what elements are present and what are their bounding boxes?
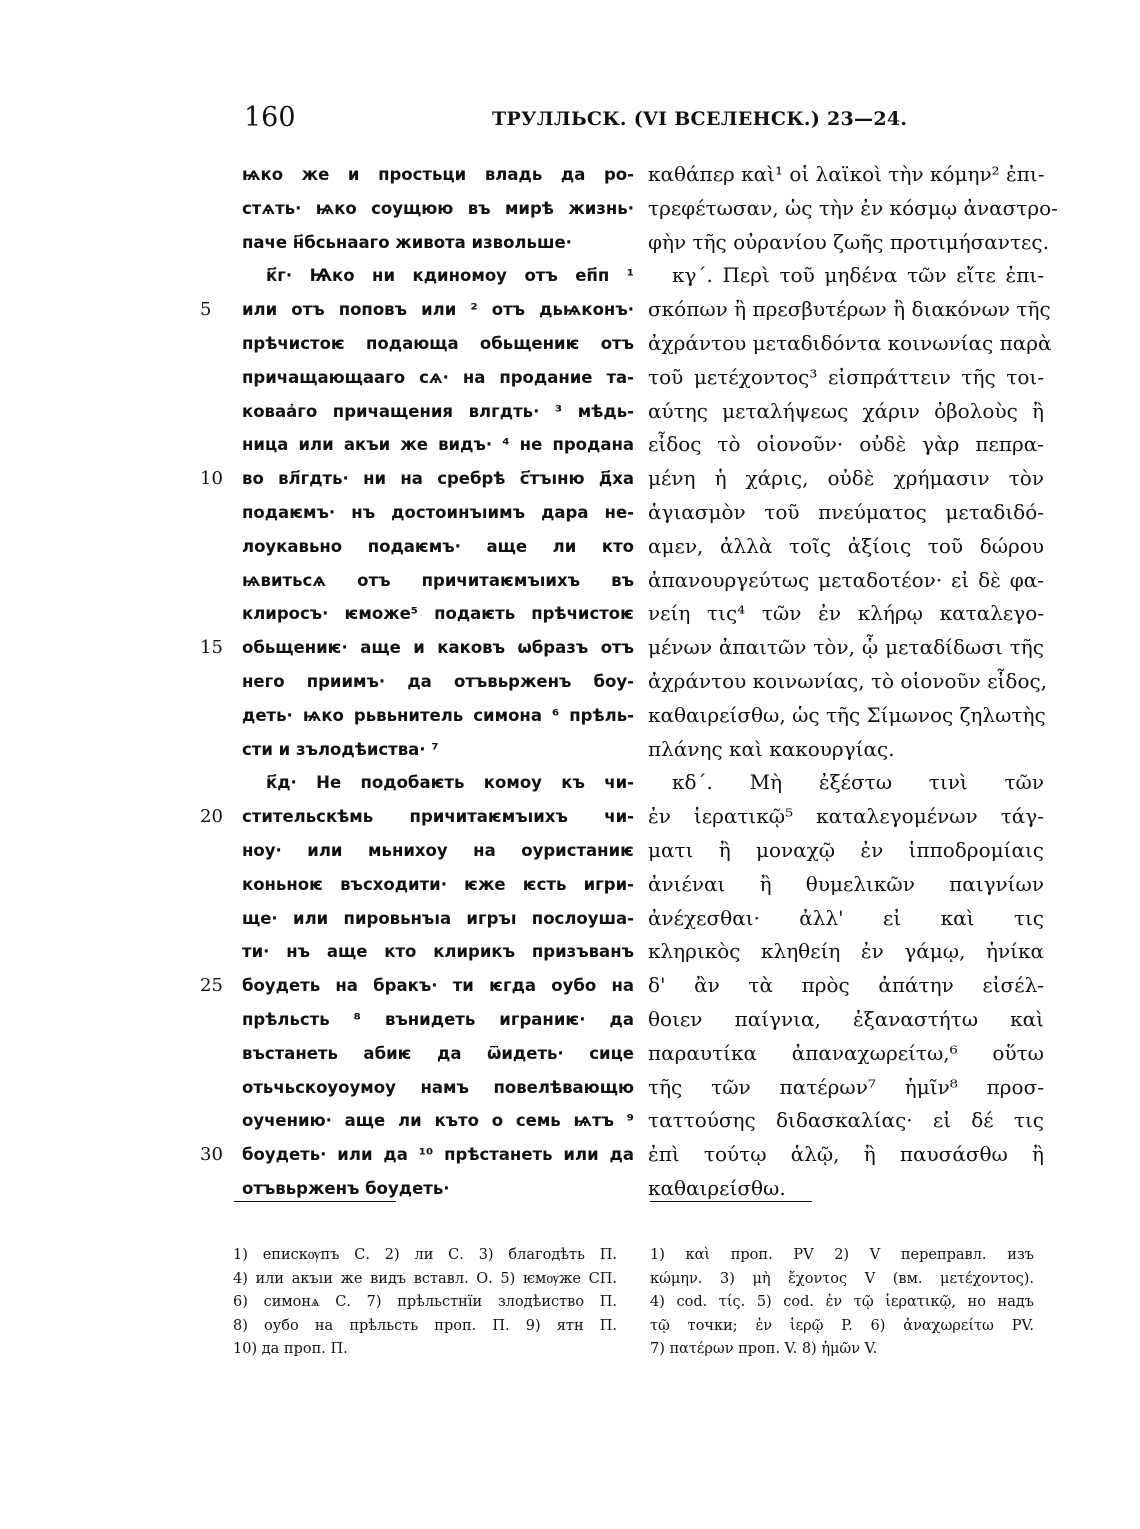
text-line [648, 1037, 1044, 1071]
text-line-text: стѧть· ѩко соущюю въ мирѣ жизнь· [242, 198, 634, 218]
line-number: 15 [200, 637, 223, 659]
footnote-line-text: 6) симонѧ С. 7) прѣльстнїи злодѣиство П. [233, 1294, 617, 1310]
text-line [242, 902, 634, 936]
text-line-text: αμεν, ἀλλὰ τοῖς ἀξίοις τοῦ δώρου [648, 533, 1044, 558]
text-line [648, 1003, 1044, 1037]
text-line [242, 665, 634, 699]
text-line-text: оучению· аще ли къто о семь ѩтъ ⁹ [242, 1111, 634, 1131]
text-line-text: клиросъ· ѥможе⁵ подаѥть прѣчистоѥ [242, 604, 634, 624]
text-line-text: ти· нъ аще кто клирикъ призъванъ [242, 942, 634, 962]
text-line [242, 395, 634, 429]
text-line [200, 969, 634, 1003]
footnote-line [650, 1291, 1034, 1315]
text-line [242, 327, 634, 361]
text-line-text: деть· ѩко рьвьнитель симона ⁶ прѣль- [242, 705, 634, 725]
text-line [242, 1104, 634, 1138]
text-line [242, 766, 634, 800]
text-line [648, 935, 1044, 969]
text-line-text: δ' ἂν τὰ πρὸς ἀπάτην εἰσέλ- [648, 973, 1044, 998]
text-line [242, 1037, 634, 1071]
greek-text-column [648, 158, 1058, 1206]
footnotes-greek [650, 1244, 1034, 1362]
text-line-text: φὴν τῆς οὐρανίου ζωῆς προτιμήσαντες. [648, 229, 1049, 254]
text-line-text: отъвьрженъ боудеть· [242, 1178, 450, 1198]
text-line [200, 293, 634, 327]
text-line-text: παραυτίκα ἀπαναχωρείτω,⁶ οὕτω [648, 1040, 1044, 1065]
text-line-text: обьщениѥ· аще и каковъ ѡбразъ отъ [242, 638, 634, 658]
footnote-line [233, 1268, 617, 1292]
text-line [242, 530, 634, 564]
text-line-text: въстанеть абиѥ да ѿидеть· сице [242, 1043, 634, 1063]
footnote-line-text: κώμην. 3) μὴ ἔχοντος V (вм. μετέχοντος). [650, 1270, 1034, 1287]
line-number: 10 [200, 468, 223, 490]
text-line [648, 259, 1044, 293]
text-line-text: сти и зълодѣиства· ⁷ [242, 739, 439, 759]
footnote-line-text: 8) оубо на прѣльсть проп. П. 9) ятн П. [233, 1317, 617, 1334]
line-number: 20 [200, 806, 223, 828]
text-line-text: лоукавьно подаѥмъ· аще ли кто [242, 536, 634, 556]
footnotes-slavonic [233, 1244, 617, 1362]
text-line [242, 361, 634, 395]
text-line-text: καθαιρείσθω, ὡς τῆς Σίμωνος ζηλωτὴς [648, 702, 1046, 727]
text-line [200, 800, 634, 834]
text-line [648, 158, 1044, 192]
text-line [648, 530, 1044, 564]
footnote-line [233, 1244, 617, 1268]
footnote-line [650, 1244, 1034, 1268]
text-line [648, 868, 1044, 902]
text-line-text: ѩвитьсѧ отъ причитаѥмъıихъ въ [242, 570, 634, 590]
text-line-text: τοῦ μετέχοντος³ εἰσπράττειν τῆς τοι- [648, 364, 1044, 389]
text-line-text: ница или акъи же видъ· ⁴ не продана [242, 435, 634, 455]
text-line-text: ноу· или мьнихоу на оуристаниѥ [242, 840, 634, 860]
text-line-text: к҃д· Не подобаѥть комоу къ чи- [266, 773, 634, 793]
text-line-text: коньноѥ въсходити· ѥже ѥсть игри- [242, 874, 634, 894]
text-line [242, 428, 634, 462]
text-line [648, 1104, 1044, 1138]
text-line [242, 868, 634, 902]
text-line [242, 259, 634, 293]
text-line [648, 766, 1044, 800]
footnote-line [650, 1338, 1034, 1362]
text-line-text: ѩко же и простьци владь да ро- [242, 165, 634, 184]
text-line [242, 834, 634, 868]
text-line-text: καθάπερ καὶ¹ οἱ λαϊκοὶ τὴν κόμην² ἐπι- [648, 162, 1045, 186]
text-line-text: ἀνέχεσθαι· ἀλλ' εἰ καὶ τις [648, 905, 1044, 930]
footnote-rule-right [650, 1201, 812, 1202]
text-line-text: паче н҃бсьнааго живота извольше· [242, 232, 572, 252]
text-line [200, 631, 634, 665]
footnote-line [650, 1315, 1034, 1339]
footnote-line-text: 1) καὶ проп. PV 2) V переправл. изъ [650, 1247, 1034, 1263]
footnote-line-text: 10) да проп. П. [233, 1341, 348, 1357]
text-line-text: боудеть на бракъ· ти ѥгда оубо на [242, 976, 634, 996]
text-line-text: ἀχράντου μεταδιδόντα κοινωνίας παρὰ [648, 330, 1052, 355]
footnote-line-text: 4) или акъıи же видъ вставл. О. 5) ѥмѹже СП. [233, 1270, 617, 1287]
text-line-text: ἁγιασμὸν τοῦ πνεύματος μεταδιδό- [648, 499, 1044, 524]
footnote-line-text: 4) cod. τίς. 5) cod. ἐν τῷ ἱερατικῷ, но надъ [650, 1294, 1034, 1310]
text-line [242, 1003, 634, 1037]
text-line [648, 1071, 1044, 1105]
text-line-text: νείη τις⁴ τῶν ἐν κλήρῳ καταλεγο- [648, 601, 1044, 626]
text-line [648, 293, 1051, 327]
text-line [648, 226, 1049, 260]
text-line-text: ще· или пировьнъıа игръı послоуша- [242, 908, 634, 928]
text-line [648, 969, 1044, 1003]
text-line-text: ταττούσης διδασκαλίας· εἰ δέ τις [648, 1108, 1044, 1133]
text-line [648, 395, 1044, 429]
text-line-text: ματι ἢ μοναχῷ ἐν ἱπποδρομίαις [648, 837, 1044, 862]
text-line [648, 665, 1048, 699]
text-line [200, 1138, 634, 1172]
text-line-text: отьчьскоуоумоу намъ повелѣвающю [242, 1077, 634, 1097]
running-head: ТРУЛЛЬСК. (VI ВСЕЛЕНСК.) 23—24. [492, 108, 908, 130]
text-line-text: σκόπων ἢ πρεσβυτέρων ἢ διακόνων τῆς [648, 297, 1051, 322]
text-line-text: ἀχράντου κοινωνίας, τὸ οἱονοῦν εἶδος, [648, 668, 1048, 693]
footnote-line [650, 1268, 1034, 1292]
text-line-text: μένων ἀπαιτῶν τὸν, ᾧ μεταδίδωσι τῆς [648, 635, 1044, 660]
text-line [648, 902, 1044, 936]
text-line [648, 496, 1044, 530]
text-line [242, 597, 634, 631]
text-line [648, 699, 1044, 733]
text-line [648, 361, 1044, 395]
text-line [648, 834, 1044, 868]
text-line [648, 192, 1058, 226]
text-line-text: τρεφέτωσαν, ὡς τὴν ἐν κόσμῳ ἀναστρο- [648, 195, 1058, 220]
text-line [648, 597, 1044, 631]
text-line [648, 1138, 1044, 1172]
text-line-text: боудеть· или да ¹⁰ прѣстанеть или да [242, 1145, 634, 1165]
footnote-rule-left [234, 1201, 396, 1202]
line-number: 5 [200, 299, 212, 321]
line-number: 30 [200, 1144, 223, 1166]
text-line-text: ἐν ἱερατικῷ⁵ καταλεγομένων τάγ- [648, 804, 1044, 829]
text-line [242, 192, 634, 226]
text-line [242, 158, 634, 192]
text-line-text: подаѥмъ· нъ достоинъıимъ дара не- [242, 502, 634, 522]
line-number: 25 [200, 975, 223, 997]
text-line [242, 935, 634, 969]
text-line [242, 1071, 634, 1105]
text-line [648, 428, 1044, 462]
footnote-line-text: 7) πατέρων проп. V. 8) ἡμῶν V. [650, 1341, 878, 1357]
text-line-text: θοιεν παίγνια, ἐξαναστήτω καὶ [648, 1006, 1044, 1031]
footnote-line [233, 1315, 617, 1339]
text-line [648, 733, 1044, 767]
text-line-text: ἀνιέναι ἢ θυμελικῶν παιγνίων [648, 871, 1044, 896]
text-line-text: прѣльсть ⁸ вънидеть играниѥ· да [242, 1009, 634, 1029]
text-line [242, 226, 634, 260]
text-line [648, 800, 1044, 834]
text-line [242, 699, 634, 733]
footnote-line [233, 1338, 617, 1362]
text-line-text: или отъ поповъ или ² отъ дьѩконъ· [242, 300, 634, 320]
text-line-text: αύτης μεταλήψεως χάριν ὀβολοὺς ἢ [648, 398, 1044, 423]
text-line-text: прѣчистоѥ подающа обьщениѥ отъ [242, 333, 634, 353]
text-line [648, 462, 1044, 496]
text-line-text: πλάνης καὶ κακουργίας. [648, 736, 895, 761]
slavonic-text-column [200, 158, 634, 1206]
text-line-text: κληρικὸς κληθείη ἐν γάμῳ, ἡνίκα [648, 939, 1044, 964]
text-line [648, 327, 1052, 361]
text-line [200, 462, 634, 496]
text-line-text: ἀπανουργεύτως μεταδοτέον· εἰ δὲ φα- [648, 567, 1044, 592]
text-line-text: стительскѣмь причитаѥмъıихъ чи- [242, 807, 634, 827]
text-line-text: причащающааго сѧ· на продание та- [242, 367, 634, 387]
text-line-text: κγ΄. Περὶ τοῦ μηδένα τῶν εἴτε ἐπι- [672, 263, 1044, 288]
text-line [242, 496, 634, 530]
text-line-text: коваа҆го причащения влгдть· ³ мѣдь- [242, 401, 634, 421]
text-line-text: κδ΄. Μὴ ἐξέστω τινὶ τῶν [672, 770, 1044, 795]
text-line-text: εἶδος τὸ οἱονοῦν· οὐδὲ γὰρ πεπρα- [648, 432, 1044, 457]
footnote-line-text: 1) епискѹпъ С. 2) ли С. 3) благодѣть П. [233, 1247, 617, 1263]
text-line-text: него приимъ· да отъвьрженъ боу- [242, 671, 634, 691]
text-line-text: μένη ἡ χάρις, οὐδὲ χρήμασιν τὸν [648, 466, 1044, 491]
footnote-line [233, 1291, 617, 1315]
page-number: 160 [244, 102, 296, 133]
text-line [648, 564, 1044, 598]
text-line-text: τῆς τῶν πατέρων⁷ ἡμῖν⁸ προσ- [648, 1074, 1044, 1099]
text-line [648, 631, 1044, 665]
footnote-line-text: τῷ точки; ἐν ἱερῷ P. 6) ἀναχωρείτω PV. [650, 1317, 1034, 1334]
text-line [242, 564, 634, 598]
text-line-text: καθαιρείσθω. [648, 1175, 786, 1200]
text-line-text: ἐπὶ τούτῳ ἁλῷ, ἢ παυσάσθω ἢ [648, 1142, 1044, 1167]
text-line-text: к҃г· Ѩко ни кдиномоу отъ еп҃п ¹ [266, 266, 634, 286]
text-line-text: во вл҃гдть· ни на сребрѣ с҃тъıню д҃ха [242, 469, 634, 489]
text-line [242, 733, 634, 767]
